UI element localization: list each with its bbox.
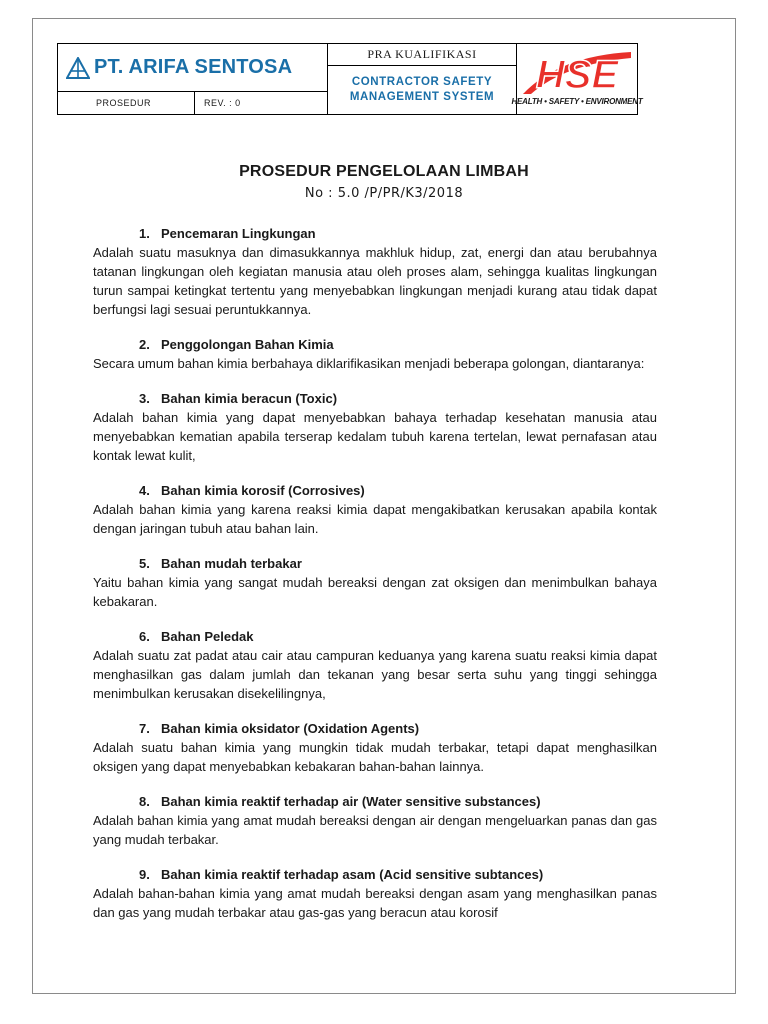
section-body: Adalah bahan kimia yang karena reaksi kimia dapat mengakibatkan kerusakan apabila kontak dengan jaringan tubuh atau bahan lain.: [93, 502, 657, 536]
section-item: [93, 627, 657, 703]
section-title: Pencemaran Lingkungan: [161, 226, 316, 241]
document-body: [93, 224, 657, 938]
section-title: Bahan kimia oksidator (Oxidation Agents): [161, 721, 420, 736]
section-heading: [139, 792, 657, 811]
section-number: 9.: [139, 867, 150, 882]
section-number: 3.: [139, 391, 150, 406]
document-header-table: [57, 43, 643, 115]
triangle-logo-icon: [66, 57, 90, 79]
section-body: Yaitu bahan kimia yang sangat mudah bereaksi dengan zat oksigen dan menimbulkan bahaya kebakaran.: [93, 575, 657, 609]
section-heading: [139, 554, 657, 573]
section-title: Bahan kimia reaktif terhadap asam (Acid sensitive subtances): [161, 867, 544, 882]
section-body: Adalah suatu masuknya dan dimasukkannya makhluk hidup, zat, energi dan atau berubahnya tatanan lingkungan oleh kegiatan manusia atau oleh proses alam, sehingga kualitas lingkungan turun sampai ketingkat tertentu yang menyebabkan lingkungan menjadi kurang atau tidak dapat berfungsi lagi sesuai peruntukkannya.: [93, 245, 657, 317]
prosedur-label: PROSEDUR: [58, 92, 195, 114]
section-item: [93, 792, 657, 849]
section-title: Bahan mudah terbakar: [161, 556, 302, 571]
hse-tagline: HEALTH • SAFETY • ENVIRONMENT: [511, 97, 643, 106]
section-heading: [139, 865, 657, 884]
section-number: 5.: [139, 556, 150, 571]
section-heading: [139, 335, 657, 354]
section-item: [93, 389, 657, 465]
section-title: Bahan kimia reaktif terhadap air (Water sensitive substances): [161, 794, 541, 809]
section-title: Bahan Peledak: [161, 629, 254, 644]
section-heading: [139, 627, 657, 646]
revision-label: REV. : 0: [195, 92, 328, 114]
system-name: [328, 66, 517, 114]
section-heading: [139, 224, 657, 243]
section-body: Secara umum bahan kimia berbahaya diklarifikasikan menjadi beberapa golongan, diantaranya:: [93, 356, 645, 371]
section-number: 7.: [139, 721, 150, 736]
document-number: No : 5.0 /P/PR/K3/2018: [304, 186, 464, 201]
section-body: Adalah suatu zat padat atau cair atau campuran keduanya yang karena suatu reaksi kimia dapat menghasilkan gas dalam jumlah dan tekanan yang besar serta suhu yang tinggi sehingga menimbulkan kerusakan disekelilingnya,: [93, 648, 657, 701]
pra-kualifikasi-label: PRA KUALIFIKASI: [328, 44, 517, 66]
section-number: 1.: [139, 226, 150, 241]
section-item: [93, 481, 657, 538]
section-heading: [139, 719, 657, 738]
company-cell: [58, 44, 328, 92]
section-title: Bahan kimia beracun (Toxic): [161, 391, 338, 406]
section-title: Penggolongan Bahan Kimia: [161, 337, 334, 352]
section-body: Adalah bahan-bahan kimia yang amat mudah bereaksi dengan asam yang menghasilkan panas dan gas yang mudah terbakar atau gas-gas yang beracun atau korosif: [93, 886, 657, 920]
document-title: PROSEDUR PENGELOLAAN LIMBAH: [239, 163, 529, 180]
system-name-line1: CONTRACTOR SAFETY: [351, 76, 493, 88]
section-heading: [139, 389, 657, 408]
section-number: 2.: [139, 337, 150, 352]
hse-logo: [511, 44, 643, 114]
section-body: Adalah bahan kimia yang dapat menyebabkan bahaya terhadap kesehatan manusia atau menyebabkan kematian apabila terserap kedalam tubuh karena tertelan, lewat pernafasan atau kontak lewat kulit,: [93, 410, 657, 463]
system-name-line2: MANAGEMENT SYSTEM: [349, 91, 495, 103]
section-item: [93, 335, 657, 373]
section-item: [93, 554, 657, 611]
section-number: 6.: [139, 629, 150, 644]
hse-logo-text: HSE: [535, 53, 619, 96]
section-item: [93, 719, 657, 776]
section-number: 4.: [139, 483, 150, 498]
section-item: [93, 224, 657, 319]
section-body: Adalah suatu bahan kimia yang mungkin tidak mudah terbakar, tetapi dapat menghasilkan oksigen yang dapat menyebabkan kebakaran bahan-bahan lainnya.: [93, 740, 657, 774]
section-heading: [139, 481, 657, 500]
section-body: Adalah bahan kimia yang amat mudah bereaksi dengan air dengan mengeluarkan panas dan gas yang mudah terbakar.: [93, 813, 657, 847]
section-title: Bahan kimia korosif (Corrosives): [161, 483, 365, 498]
hse-logo-icon: [519, 48, 635, 96]
section-item: [93, 865, 657, 922]
company-name: PT. ARIFA SENTOSA: [94, 56, 293, 78]
section-number: 8.: [139, 794, 150, 809]
